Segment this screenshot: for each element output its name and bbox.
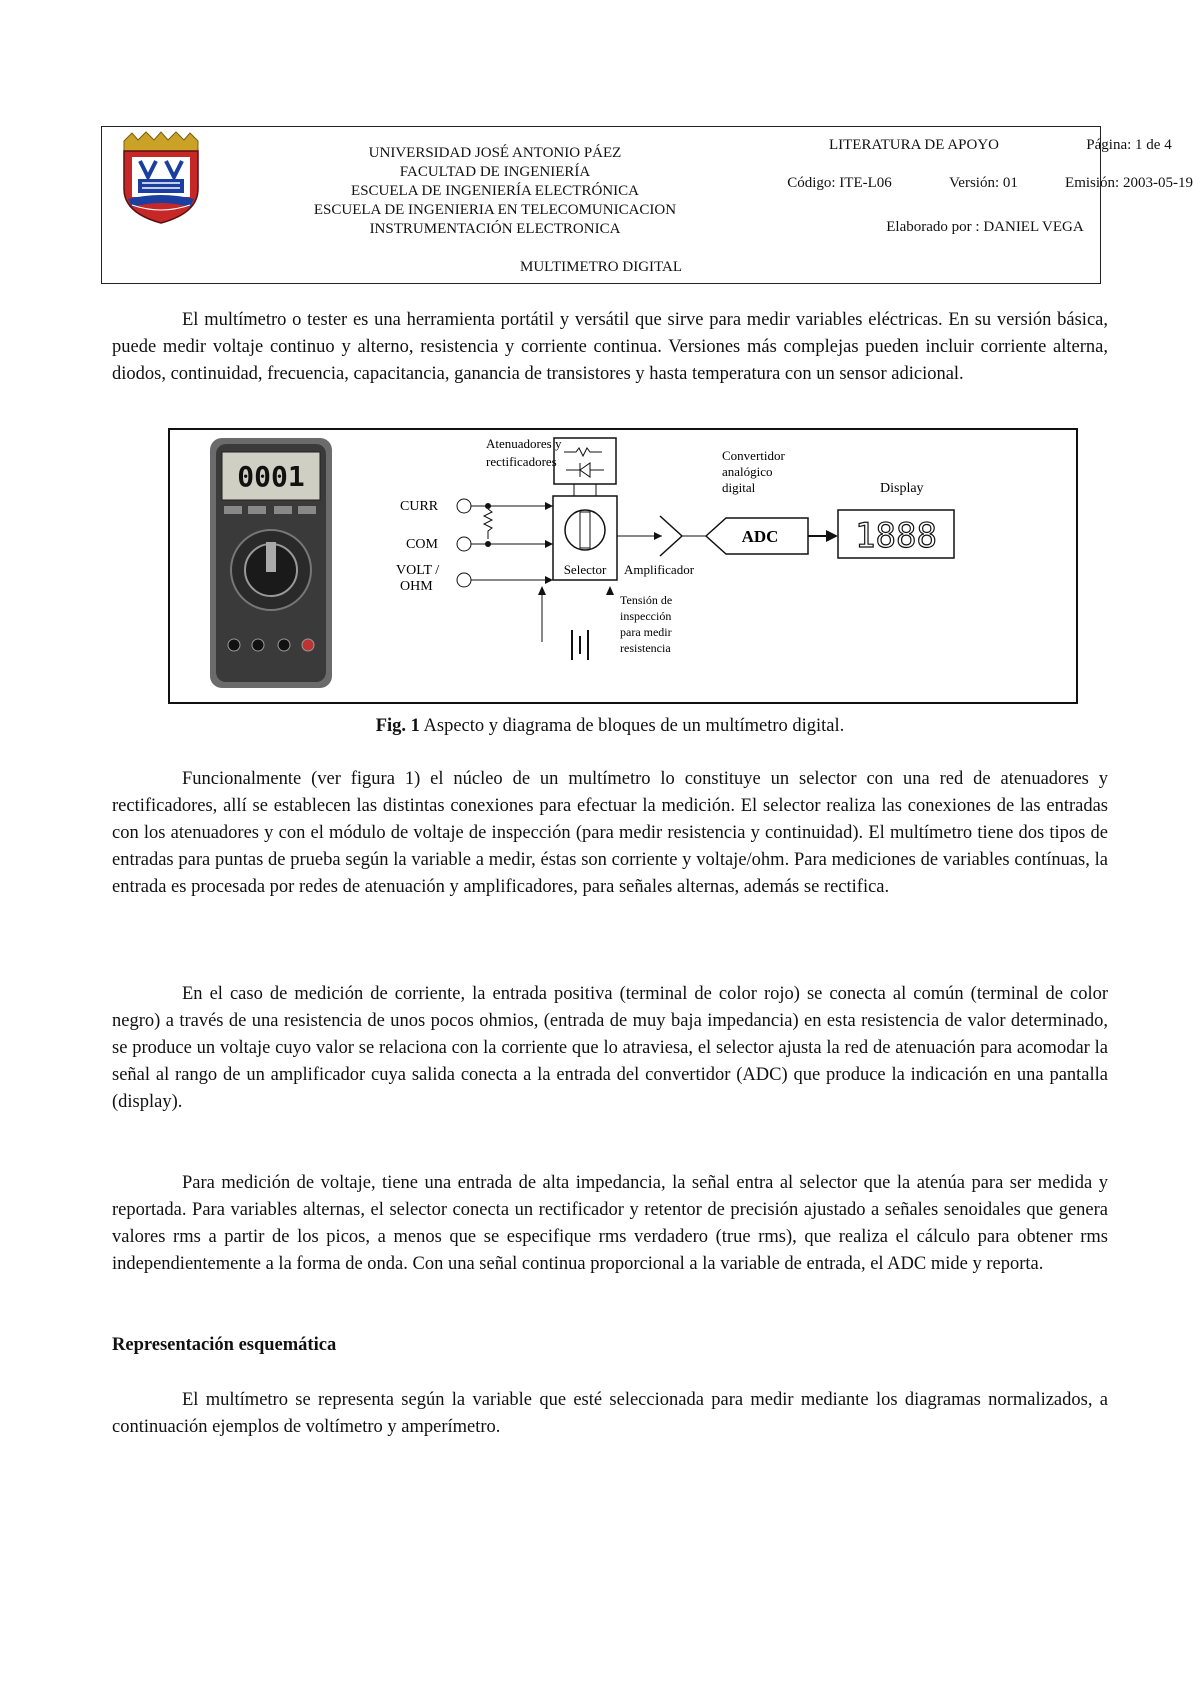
doc-version: Versión: 01 — [949, 174, 1018, 191]
doc-title: MULTIMETRO DIGITAL — [520, 258, 682, 275]
input-com-label: COM — [406, 537, 438, 552]
institution-line: UNIVERSIDAD JOSÉ ANTONIO PÁEZ — [368, 144, 622, 161]
paragraph-text: Funcionalmente (ver figura 1) el núcleo de un multímetro lo constituye un selector con una red de atenuadores y rectificadores, allí se establecen las distintas conexiones para efectuar la medición. El selector realiza las conexiones de las entradas con los atenuadores y con el módulo de voltaje de inspección (para medir resistencia y continuidad). El multímetro tiene dos tipos de entradas para puntas de prueba según la variable a medir, éstas son corriente y voltaje/ohm. Para mediciones de variables contínuas, la entrada es procesada por redes de atenuación y amplificadores, para señales alternas, además se rectifica. — [112, 769, 1108, 897]
paragraph-voltage — [112, 1170, 1108, 1278]
input-corr-label: CURR — [400, 499, 439, 514]
multimeter-photo — [210, 438, 332, 688]
logo-cell — [102, 127, 220, 251]
converter-label: analógico — [722, 464, 773, 479]
paragraph-representation — [112, 1387, 1108, 1441]
institution-line: INSTRUMENTACIÓN ELECTRONICA — [369, 220, 621, 237]
doc-author: Elaborado por : DANIEL VEGA — [886, 218, 1084, 235]
section-heading: Representación esquemática — [112, 1335, 337, 1355]
inspection-label: resistencia — [620, 641, 671, 655]
selector-label: Selector — [563, 562, 607, 577]
paragraph-intro — [112, 307, 1108, 388]
doc-emission: Emisión: 2003-05-19 — [1065, 174, 1193, 191]
converter-label: Convertidor — [722, 448, 785, 463]
input-volt-label: VOLT / — [396, 563, 440, 578]
paragraph-current — [112, 981, 1108, 1116]
figure-caption — [112, 716, 1108, 737]
paragraph-text: El multímetro o tester es una herramienta portátil y versátil que sirve para medir variables eléctricas. En su versión básica, puede medir voltaje continuo y alterno, resistencia y corriente continua. Versiones más complejas pueden incluir corriente alterna, diodos, continuidad, frecuencia, capacitancia, ganancia de transistores y hasta temperatura con un sensor adicional. — [112, 310, 1108, 384]
converter-label: digital — [722, 480, 756, 495]
inspection-label: Tensión de — [620, 593, 673, 607]
page-number: Página: 1 de 4 — [1086, 136, 1172, 153]
paragraph-functional — [112, 766, 1108, 901]
caption-text: Aspecto y diagrama de bloques de un multímetro digital. — [419, 716, 845, 736]
paragraph-text: Para medición de voltaje, tiene una entrada de alta impedancia, la señal entra al selector que la atenúa para ser medida y reportada. Para variables alternas, el selector conecta un rectificador y retentor de precisión ajustado a señales senoidales que genera valores rms a partir de los picos, a menos que se especifique rms verdadero (true rms), que realiza el cálculo para obtener rms independientemente a la forma de onda. Con una señal continua proporcional a la variable de entrada, el ADC mide y reporta. — [112, 1173, 1108, 1274]
document-header — [101, 126, 1193, 284]
display-digits: 1888 — [855, 516, 937, 556]
university-logo — [102, 127, 220, 251]
institution-block — [220, 127, 770, 251]
institution-line: ESCUELA DE INGENIERIA EN TELECOMUNICACION — [313, 201, 677, 218]
institution-line: FACULTAD DE INGENIERÍA — [399, 163, 591, 180]
doc-type: LITERATURA DE APOYO — [828, 136, 999, 153]
input-volt-label: OHM — [400, 579, 433, 594]
doc-code: Código: ITE-L06 — [787, 174, 892, 191]
meter-reading: 0001 — [237, 460, 305, 493]
figure-1 — [168, 428, 1078, 704]
institution-line: ESCUELA DE INGENIERÍA ELECTRÓNICA — [351, 182, 639, 199]
adc-label: ADC — [741, 527, 779, 546]
display-label: Display — [880, 481, 924, 496]
caption-label: Fig. 1 — [375, 716, 420, 736]
figure-diagram — [170, 430, 1076, 702]
paragraph-text: En el caso de medición de corriente, la entrada positiva (terminal de color rojo) se conecta al común (terminal de color negro) a través de una resistencia de unos pocos ohmios, (entrada de muy baja impedancia) en esta resistencia de valor determinado, se produce un voltaje cuyo valor se relaciona con la corriente que lo atraviesa, el selector ajusta la red de atenuación para acomodar la señal al rango de un amplificador cuya salida conecta a la entrada del convertidor (ADC) que produce la indicación en una pantalla (display). — [112, 984, 1108, 1112]
attenuator-label: Atenuadores y — [486, 436, 562, 451]
inspection-label: para medir — [620, 625, 672, 639]
amplifier-label: Amplificador — [624, 562, 695, 577]
attenuator-block — [554, 438, 616, 484]
inspection-label: inspección — [620, 609, 672, 623]
paragraph-text: El multímetro se representa según la variable que esté seleccionada para medir mediante los diagramas normalizados, a continuación ejemplos de voltímetro y amperímetro. — [112, 1390, 1108, 1437]
attenuator-label: rectificadores — [486, 454, 557, 469]
